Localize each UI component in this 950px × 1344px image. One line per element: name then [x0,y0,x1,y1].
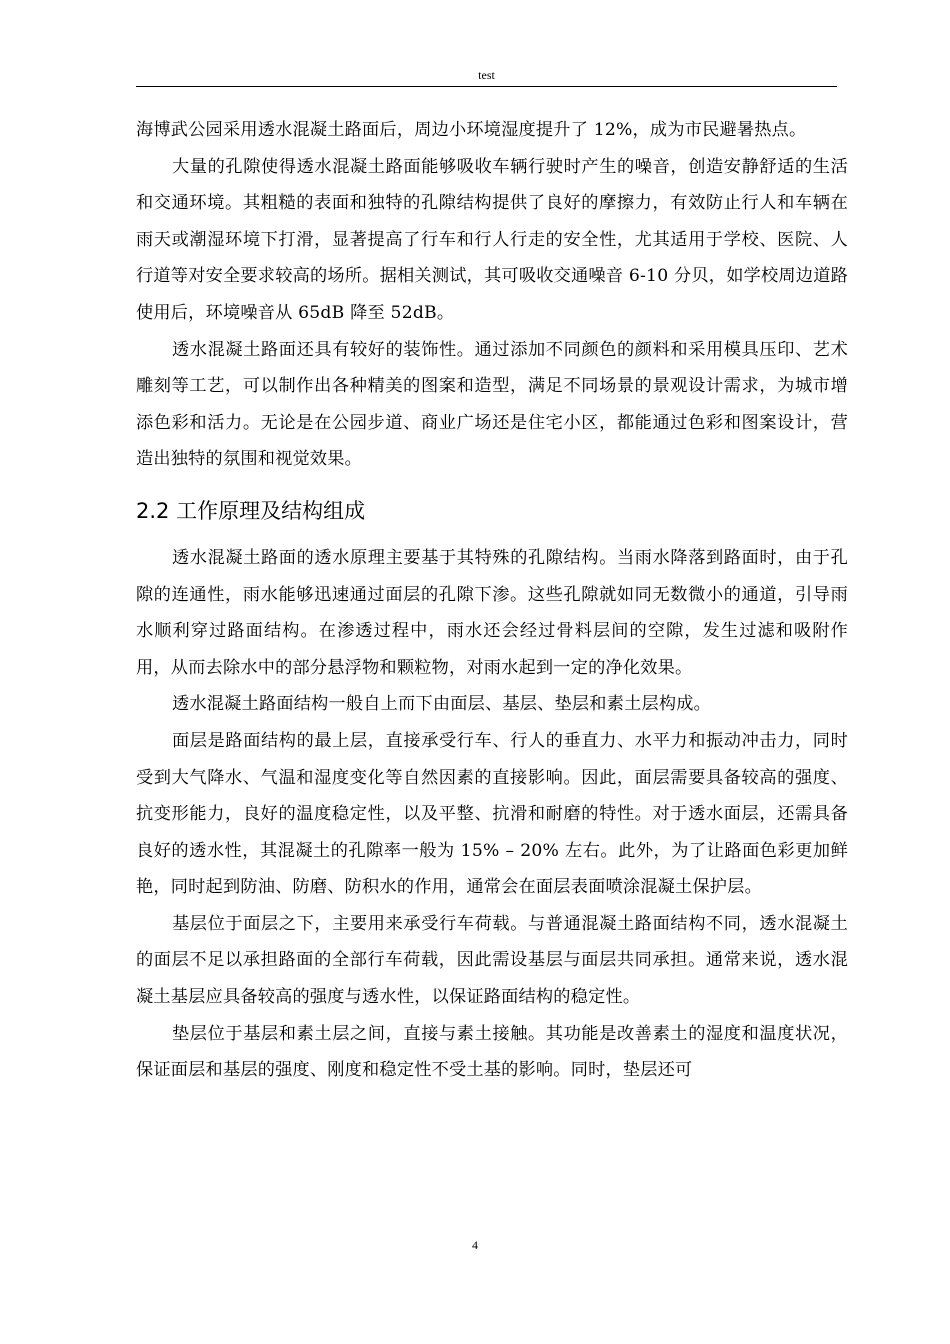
paragraph: 大量的孔隙使得透水混凝土路面能够吸收车辆行驶时产生的噪音，创造安静舒适的生活和交通环境。其粗糙的表面和独特的孔隙结构提供了良好的摩擦力，有效防止行人和车辆在雨天或潮湿环境下打滑，显著提高了行车和行人行走的安全性，尤其适用于学校、医院、人行道等对安全要求较高的场所。据相关测试，其可吸收交通噪音 6-10 分贝，如学校周边道路使用后，环境噪音从 65dB 降至 52dB。 [136,156,848,323]
section-heading: 2.2 工作原理及结构组成 [136,498,366,523]
page-header [136,66,837,87]
paragraph: 海博武公园采用透水混凝土路面后，周边小环境湿度提升了 12%，成为市民避暑热点。 [136,120,807,140]
paragraph: 垫层位于基层和素土层之间，直接与素土接触。其功能是改善素土的湿度和温度状况，保证面层和基层的强度、刚度和稳定性不受土基的影响。同时，垫层还可 [136,1023,848,1081]
page-footer [0,1238,950,1253]
paragraph: 透水混凝土路面的透水原理主要基于其特殊的孔隙结构。当雨水降落到路面时，由于孔隙的连通性，雨水能够迅速通过面层的孔隙下渗。这些孔隙就如同无数微小的通道，引导雨水顺利穿过路面结构。在渗透过程中，雨水还会经过骨料层间的空隙，发生过滤和吸附作用，从而去除水中的部分悬浮物和颗粒物，对雨水起到一定的净化效果。 [136,547,848,678]
page-body [136,112,848,1089]
page-number: 4 [472,1238,478,1252]
header-text: test [478,68,495,82]
paragraph: 透水混凝土路面还具有较好的装饰性。通过添加不同颜色的颜料和采用模具压印、艺术雕刻等工艺，可以制作出各种精美的图案和造型，满足不同场景的景观设计需求，为城市增添色彩和活力。无论是在公园步道、商业广场还是住宅小区，都能通过色彩和图案设计，营造出独特的氛围和视觉效果。 [136,339,848,470]
paragraph: 面层是路面结构的最上层，直接承受行车、行人的垂直力、水平力和振动冲击力，同时受到大气降水、气温和湿度变化等自然因素的直接影响。因此，面层需要具备较高的强度、抗变形能力，良好的温度稳定性，以及平整、抗滑和耐磨的特性。对于透水面层，还需具备良好的透水性，其混凝土的孔隙率一般为 15% – 20% 左右。此外，为了让路面色彩更加鲜艳，同时起到防油、防磨、防积水的作用，通常会在面层表面喷涂混凝土保护层。 [136,730,848,898]
paragraph: 透水混凝土路面结构一般自上而下由面层、基层、垫层和素土层构成。 [172,694,712,715]
paragraph: 基层位于面层之下，主要用来承受行车荷载。与普通混凝土路面结构不同，透水混凝土的面层不足以承担路面的全部行车荷载，因此需设基层与面层共同承担。通常来说，透水混凝土基层应具备较高的强度与透水性，以保证路面结构的稳定性。 [136,913,848,1008]
